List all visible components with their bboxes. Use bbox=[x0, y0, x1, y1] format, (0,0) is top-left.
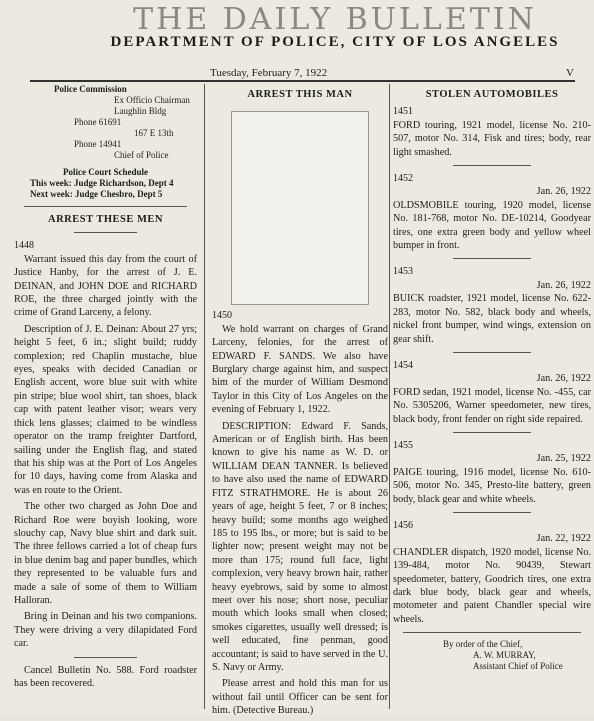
auto-entry bbox=[393, 105, 591, 159]
volume-label: V bbox=[566, 67, 574, 79]
board-line: Chief of Police bbox=[114, 150, 169, 160]
dateline: Tuesday, February 7, 1922 bbox=[210, 67, 328, 79]
masthead bbox=[95, 4, 575, 50]
auto-entry bbox=[393, 172, 591, 252]
suspect-photo-frame bbox=[231, 111, 369, 305]
board-line: Phone 61691 bbox=[74, 117, 122, 127]
entry-date: Jan. 22, 1922 bbox=[536, 533, 591, 545]
section-rule bbox=[453, 512, 531, 513]
board-line: 167 E 13th bbox=[134, 128, 174, 138]
section-rule bbox=[453, 165, 531, 166]
board-line: Phone 14941 bbox=[74, 139, 122, 149]
entry-text: FORD sedan, 1921 model, license No. -455, car No. 5305206, Warner speedometer, new tires, black body, front fender on right side repaired. bbox=[393, 386, 591, 425]
bulletin-number: 1448 bbox=[14, 240, 34, 252]
entry-text: CHANDLER dispatch, 1920 model, license No. 139-484, motor No. 90439, Stewart speedometer, battery, Goodrich tires, one extra dark blue body, black gear and wheels, motometer and patent Chandler special wire wheels. bbox=[393, 546, 591, 625]
board-line: Police Commission bbox=[54, 84, 127, 94]
cancel-notice: Cancel Bulletin No. 588. Ford roadster has been recovered. bbox=[14, 664, 197, 689]
article-paragraph: Bring in Deinan and his two companions. They were driving a very dilapidated Ford car. bbox=[14, 611, 197, 650]
auto-entry bbox=[393, 519, 591, 626]
column-right bbox=[393, 84, 591, 672]
schedule-title: Police Court Schedule bbox=[63, 167, 148, 177]
masthead-rule bbox=[30, 80, 575, 82]
column-center bbox=[212, 84, 388, 721]
section-rule bbox=[24, 206, 187, 207]
section-heading: ARREST THESE MEN bbox=[48, 214, 163, 225]
auto-entry bbox=[393, 359, 591, 426]
section-rule bbox=[453, 352, 531, 353]
schedule-line: This week: Judge Richardson, Dept 4 bbox=[30, 178, 174, 188]
section-rule bbox=[453, 258, 531, 259]
auto-entry bbox=[393, 439, 591, 506]
column-divider bbox=[389, 84, 390, 709]
entry-number: 1453 bbox=[393, 266, 413, 278]
article-paragraph: DESCRIPTION: Edward F. Sands, American or of English birth. Has been known to give his name as W. D. or WILLIAM DEAN TANNER. Is believed to have also used the name of EDWARD FITZ STRATHMORE. He is about 26 years of age, height 5 feet, 7 or 8 inches; heavy build; some months ago weighed 185 to 195 lbs., or more; but is said to be lighter now; present weight may not be more than 175; round full face, light complexion, very heavy brown hair, rather heavy eyebrows, said by some to almost meet over his nose; short nose, peculiar mouth which looks small when closed; smokes cigarettes, usually well dressed; is well educated, fine penman, good accountant; is said to have served in the U. S. Navy or Army. bbox=[212, 420, 388, 673]
column-left bbox=[14, 84, 197, 693]
auto-entry bbox=[393, 265, 591, 345]
section-rule bbox=[74, 657, 137, 658]
commission-board bbox=[14, 84, 197, 200]
newspaper-title: THE DAILY BULLETIN bbox=[133, 2, 537, 37]
entry-text: OLDSMOBILE touring, 1920 model, license No. 181-768, motor No. DE-10214, Goodyear tires, one extra green body and yellow wheel bumper in front. bbox=[393, 199, 591, 252]
entry-date: Jan. 26, 1922 bbox=[536, 186, 591, 198]
department-line: DEPARTMENT OF POLICE, CITY OF LOS ANGELES bbox=[110, 34, 560, 50]
article-paragraph: Description of J. E. Deinan: About 27 yrs; height 5 feet, 6 in.; slight build; ruddy complexion; red Chaplin mustache, blue eyes, speaks with decided Canadian or English accent, wore blue suit with white pin stripe; blue wool shirt, tan shoes, black cap with patent leather visor; wears very thick lens glasses; claimed to be windless operator on the tramp freighter Dartford, sailing under the English flag, and stated that his ship was at the Port of Los Angeles for 10 days, having come from Alaska and was en route to the Orient. bbox=[14, 323, 197, 496]
signer-name: A. W. MURRAY, bbox=[473, 650, 536, 661]
entry-number: 1454 bbox=[393, 359, 413, 371]
signer-title: Assistant Chief of Police bbox=[473, 661, 563, 672]
order-line: By order of the Chief, bbox=[443, 639, 523, 650]
entry-date: Jan. 26, 1922 bbox=[536, 279, 591, 291]
board-line: Laughlin Bldg bbox=[114, 106, 167, 116]
section-rule bbox=[403, 632, 581, 633]
section-rule bbox=[74, 232, 137, 233]
entry-text: BUICK roadster, 1921 model, license No. 622-283, motor No. 582, black body and wheels, nickel front bumper, wind wings, extension on gear shift. bbox=[393, 293, 591, 345]
entry-number: 1456 bbox=[393, 519, 413, 531]
section-heading: ARREST THIS MAN bbox=[247, 89, 353, 100]
entry-text: PAIGE touring, 1916 model, license No. 610-506, motor No. 345, Presto-lite battery, green body, black gear and white wheels. bbox=[393, 466, 591, 505]
entry-number: 1451 bbox=[393, 106, 413, 118]
article-paragraph: The other two charged as John Doe and Richard Roe were boyish looking, wore slouchy cap, Navy blue shirt and dark suit. The three fellows carried a lot of cheap furs in blue denim bag and paper bundles, which they represented to be valuable furs and made a sale of some of them to William Halloran. bbox=[14, 501, 197, 606]
entry-number: 1455 bbox=[393, 439, 413, 451]
bulletin-number: 1450 bbox=[212, 310, 232, 322]
section-rule bbox=[453, 432, 531, 433]
article-paragraph: Warrant issued this day from the court of Justice Hanby, for the arrest of J. E. DEINAN, and JOHN DOE and RICHARD ROE, the three charged jointly with the crime of Grand Larceny, a felony. bbox=[14, 253, 197, 319]
article-paragraph: Please arrest and hold this man for us without fail until Officer can be sent for him. (Detective Bureau.) bbox=[212, 678, 388, 717]
article-paragraph: We hold warrant on charges of Grand Larceny, felonies, for the arrest of EDWARD F. SANDS. We also have Burglary charge against him, and suspect him of the murder of William Desmond Taylor in this City of Los Angeles on the evening of February 1, 1922. bbox=[212, 323, 388, 416]
entry-date: Jan. 25, 1922 bbox=[536, 453, 591, 465]
board-line: Ex Officio Chairman bbox=[114, 95, 190, 105]
entry-number: 1452 bbox=[393, 173, 413, 185]
entry-date: Jan. 26, 1922 bbox=[536, 373, 591, 385]
column-divider bbox=[204, 84, 205, 709]
section-heading: STOLEN AUTOMOBILES bbox=[425, 89, 559, 100]
entry-text: FORD touring, 1921 model, license No. 210-507, motor No. 314, Fisk and tires; body, rear light smashed. bbox=[393, 119, 591, 158]
schedule-line: Next week: Judge Chesbro, Dept 5 bbox=[30, 189, 163, 199]
